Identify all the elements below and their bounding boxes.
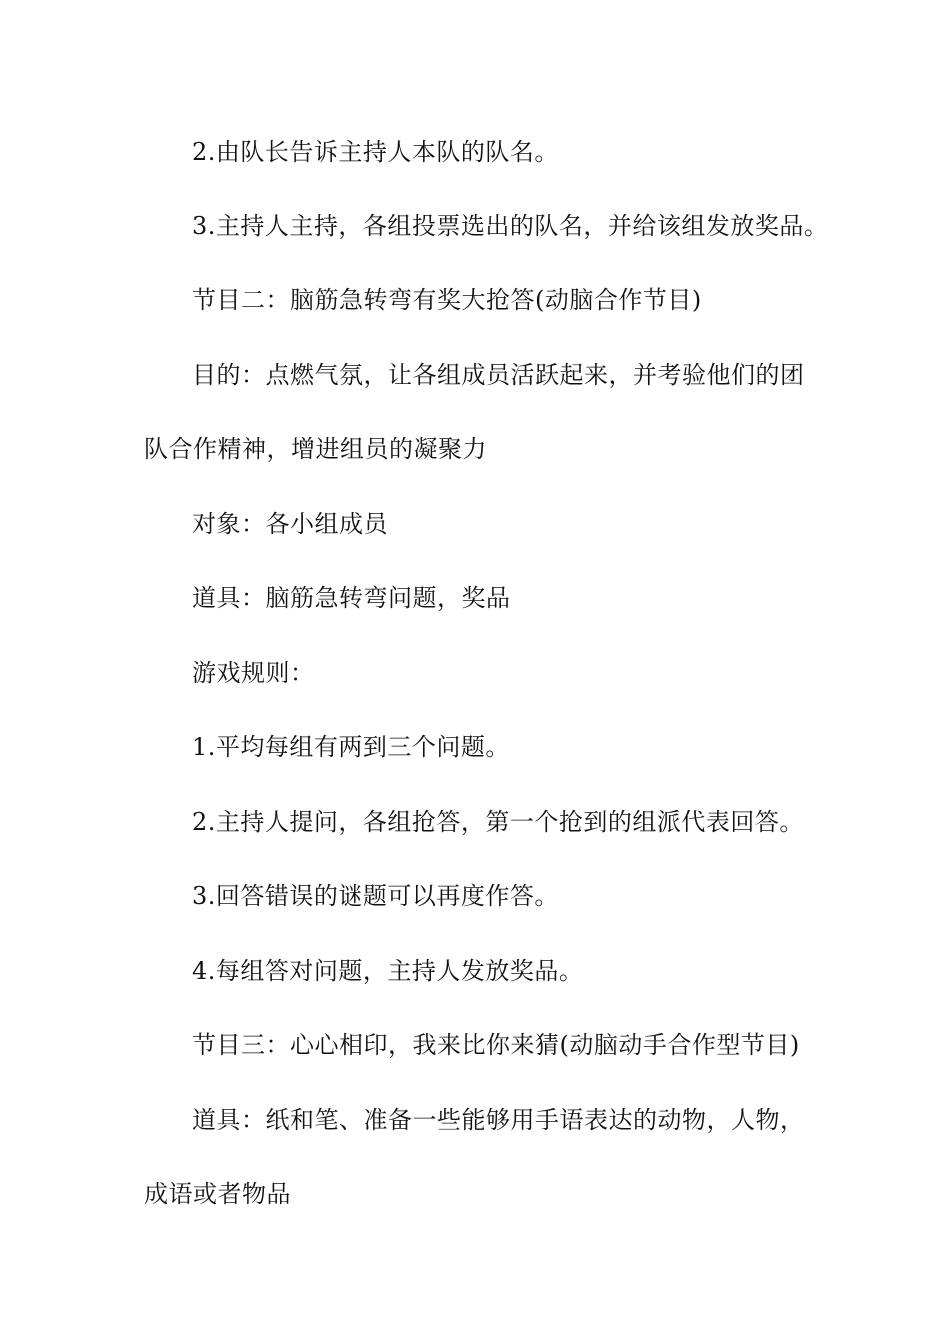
section-heading: 节目二：脑筋急转弯有奖大抢答(动脑合作节目) <box>192 286 702 314</box>
paragraph-line: 对象：各小组成员 <box>192 510 388 538</box>
paragraph-line-continuation: 队合作精神，增进组员的凝聚力 <box>144 435 487 463</box>
paragraph-line: 游戏规则： <box>192 659 315 687</box>
list-item: 1.平均每组有两到三个问题。 <box>192 733 510 761</box>
list-item: 2.主持人提问，各组抢答，第一个抢到的组派代表回答。 <box>192 808 804 836</box>
list-item: 3.回答错误的谜题可以再度作答。 <box>192 882 559 910</box>
paragraph-line: 目的：点燃气氛，让各组成员活跃起来，并考验他们的团 <box>192 361 805 389</box>
section-heading: 节目三：心心相印，我来比你来猜(动脑动手合作型节目) <box>192 1031 800 1059</box>
paragraph-line: 道具：纸和笔、准备一些能够用手语表达的动物，人物， <box>192 1106 805 1134</box>
paragraph-line-continuation: 成语或者物品 <box>144 1180 291 1208</box>
list-item: 4.每组答对问题，主持人发放奖品。 <box>192 957 584 985</box>
paragraph-line: 3.主持人主持，各组投票选出的队名，并给该组发放奖品。 <box>192 212 829 240</box>
paragraph-line: 2.由队长告诉主持人本队的队名。 <box>192 138 559 166</box>
paragraph-line: 道具：脑筋急转弯问题，奖品 <box>192 584 511 612</box>
